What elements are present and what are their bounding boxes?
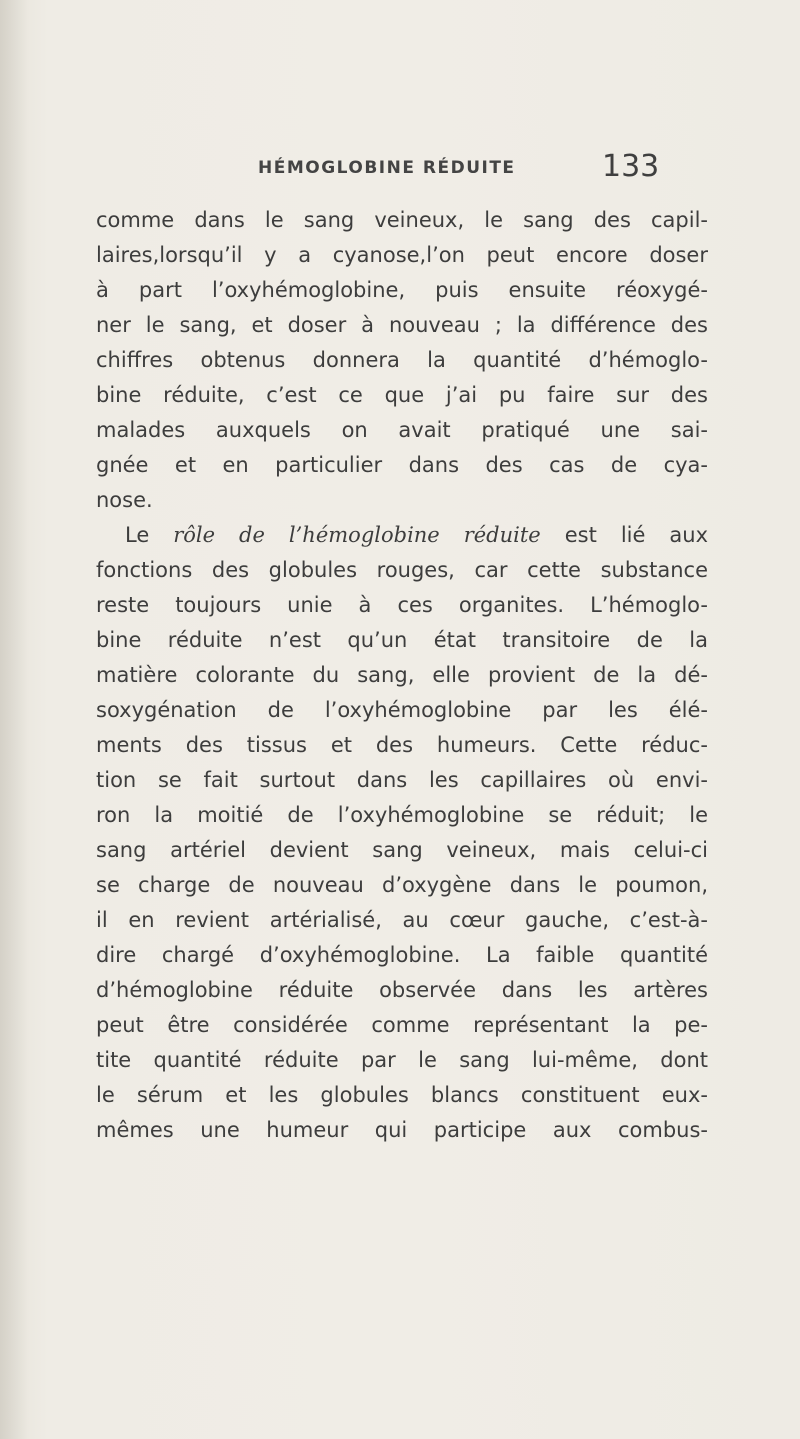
text-line: gnée et en particulier dans des cas de cya- — [96, 453, 708, 477]
text-line: sang artériel devient sang veineux, mais celui-ci — [96, 838, 708, 862]
text-line: laires,lorsqu’il y a cyanose,l’on peut encore doser — [96, 243, 708, 267]
text-line: ner le sang, et doser à nouveau ; la différence des — [96, 313, 708, 337]
page-number: 133 — [602, 149, 660, 184]
text-line: peut être considérée comme représentant la pe- — [96, 1013, 708, 1037]
text-line: mêmes une humeur qui participe aux combus- — [96, 1118, 708, 1142]
body-text — [96, 203, 708, 1148]
text-fragment: Le — [125, 523, 174, 547]
text-line: matière colorante du sang, elle provient de la dé- — [96, 663, 708, 687]
text-line: bine réduite n’est qu’un état transitoire de la — [96, 628, 708, 652]
paragraph-first-line — [96, 518, 708, 553]
italic-phrase: rôle de l’hémoglobine réduite — [173, 523, 541, 547]
text-line: reste toujours unie à ces organites. L’hémoglo- — [96, 593, 708, 617]
text-line: nose. — [96, 488, 153, 512]
text-line: bine réduite, c’est ce que j’ai pu faire sur des — [96, 383, 708, 407]
text-line: se charge de nouveau d’oxygène dans le poumon, — [96, 873, 708, 897]
text-line: fonctions des globules rouges, car cette substance — [96, 558, 708, 582]
text-line: à part l’oxyhémoglobine, puis ensuite réoxygé- — [96, 278, 708, 302]
text-line: ments des tissus et des humeurs. Cette réduc- — [96, 733, 708, 757]
text-line: tite quantité réduite par le sang lui-même, dont — [96, 1048, 708, 1072]
text-line: malades auxquels on avait pratiqué une sai- — [96, 418, 708, 442]
text-line: chiffres obtenus donnera la quantité d’hémoglo- — [96, 348, 708, 372]
text-line: il en revient artérialisé, au cœur gauche, c’est-à- — [96, 908, 708, 932]
text-line: dire chargé d’oxyhémoglobine. La faible quantité — [96, 943, 708, 967]
text-line: tion se fait surtout dans les capillaires où envi- — [96, 768, 708, 792]
text-fragment: est lié aux — [540, 523, 708, 547]
text-line: soxygénation de l’oxyhémoglobine par les élé- — [96, 698, 708, 722]
text-line: comme dans le sang veineux, le sang des capil- — [96, 208, 708, 232]
text-line: d’hémoglobine réduite observée dans les artères — [96, 978, 708, 1002]
running-title: HÉMOGLOBINE RÉDUITE — [258, 158, 516, 178]
page-header — [0, 148, 800, 188]
text-line: ron la moitié de l’oxyhémoglobine se réduit; le — [96, 803, 708, 827]
text-line: le sérum et les globules blancs constituent eux- — [96, 1083, 708, 1107]
